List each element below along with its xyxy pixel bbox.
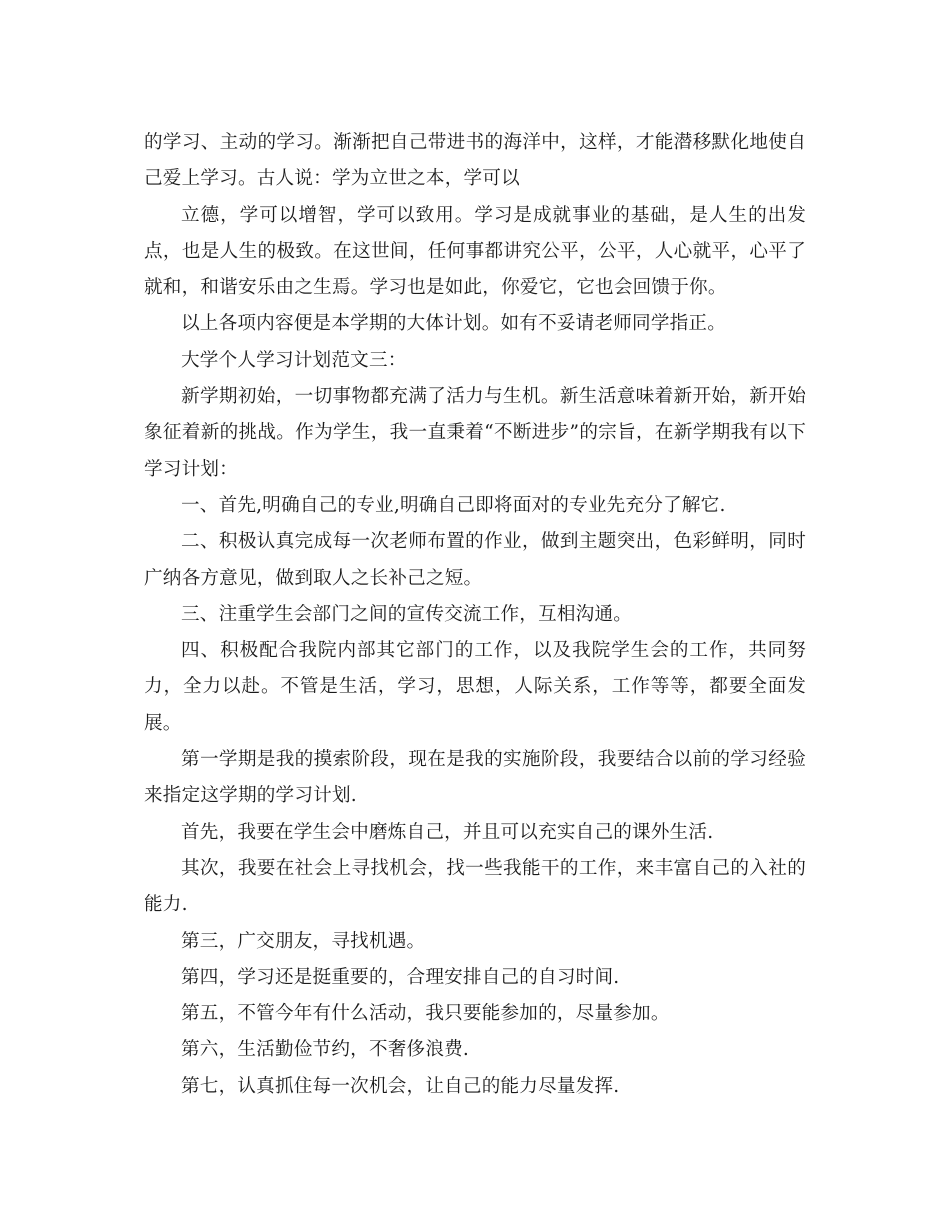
list-item: 一、首先,明确自己的专业,明确自己即将面对的专业先充分了解它. bbox=[181, 494, 726, 516]
paragraph: 新学期初始，一切事物都充满了活力与生机。新生活意味着新开始，新开始象征着新的挑战。作为学生，我一直秉着“不断进步”的宗旨，在新学期我有以下学习计划： bbox=[144, 386, 806, 480]
paragraph-continuation: 的学习、主动的学习。渐渐把自己带进书的海洋中，这样，才能潜移默化地使自己爱上学习。古人说：学为立世之本，学可以 bbox=[144, 132, 806, 190]
list-item: 二、积极认真完成每一次老师布置的作业，做到主题突出，色彩鲜明，同时广纳各方意见，做到取人之长补己之短。 bbox=[144, 531, 806, 589]
list-item: 第五，不管今年有什么活动，我只要能参加的，尽量参加。 bbox=[181, 1003, 670, 1025]
paragraph: 立德，学可以增智，学可以致用。学习是成就事业的基础，是人生的出发点，也是人生的极致。在这世间，任何事都讲究公平，公平，人心就平，心平了就和，和谐安乐由之生焉。学习也是如此，你爱它，它也会回馈于你。 bbox=[144, 204, 806, 299]
paragraph: 第一学期是我的摸索阶段，现在是我的实施阶段，我要结合以前的学习经验来指定这学期的学习计划. bbox=[144, 749, 806, 807]
list-item: 首先，我要在学生会中磨炼自己，并且可以充实自己的课外生活. bbox=[181, 821, 714, 843]
list-item: 第三，广交朋友，寻找机遇。 bbox=[181, 930, 426, 952]
list-item: 第七，认真抓住每一次机会，让自己的能力尽量发挥. bbox=[181, 1075, 620, 1097]
list-item: 四、积极配合我院内部其它部门的工作，以及我院学生会的工作，共同努力，全力以赴。不管是生活，学习，思想，人际关系，工作等等，都要全面发展。 bbox=[144, 640, 806, 734]
list-item: 第六，生活勤俭节约，不奢侈浪费. bbox=[181, 1039, 470, 1061]
list-item: 三、注重学生会部门之间的宣传交流工作，互相沟通。 bbox=[181, 603, 633, 625]
paragraph: 以上各项内容便是本学期的大体计划。如有不妥请老师同学指正。 bbox=[181, 313, 727, 335]
section-heading: 大学个人学习计划范文三： bbox=[181, 349, 407, 371]
list-item: 其次，我要在社会上寻找机会，找一些我能干的工作，来丰富自己的入社的能力. bbox=[144, 857, 806, 916]
list-item: 第四，学习还是挺重要的，合理安排自己的自习时间. bbox=[181, 966, 620, 988]
document-body bbox=[144, 125, 806, 1105]
